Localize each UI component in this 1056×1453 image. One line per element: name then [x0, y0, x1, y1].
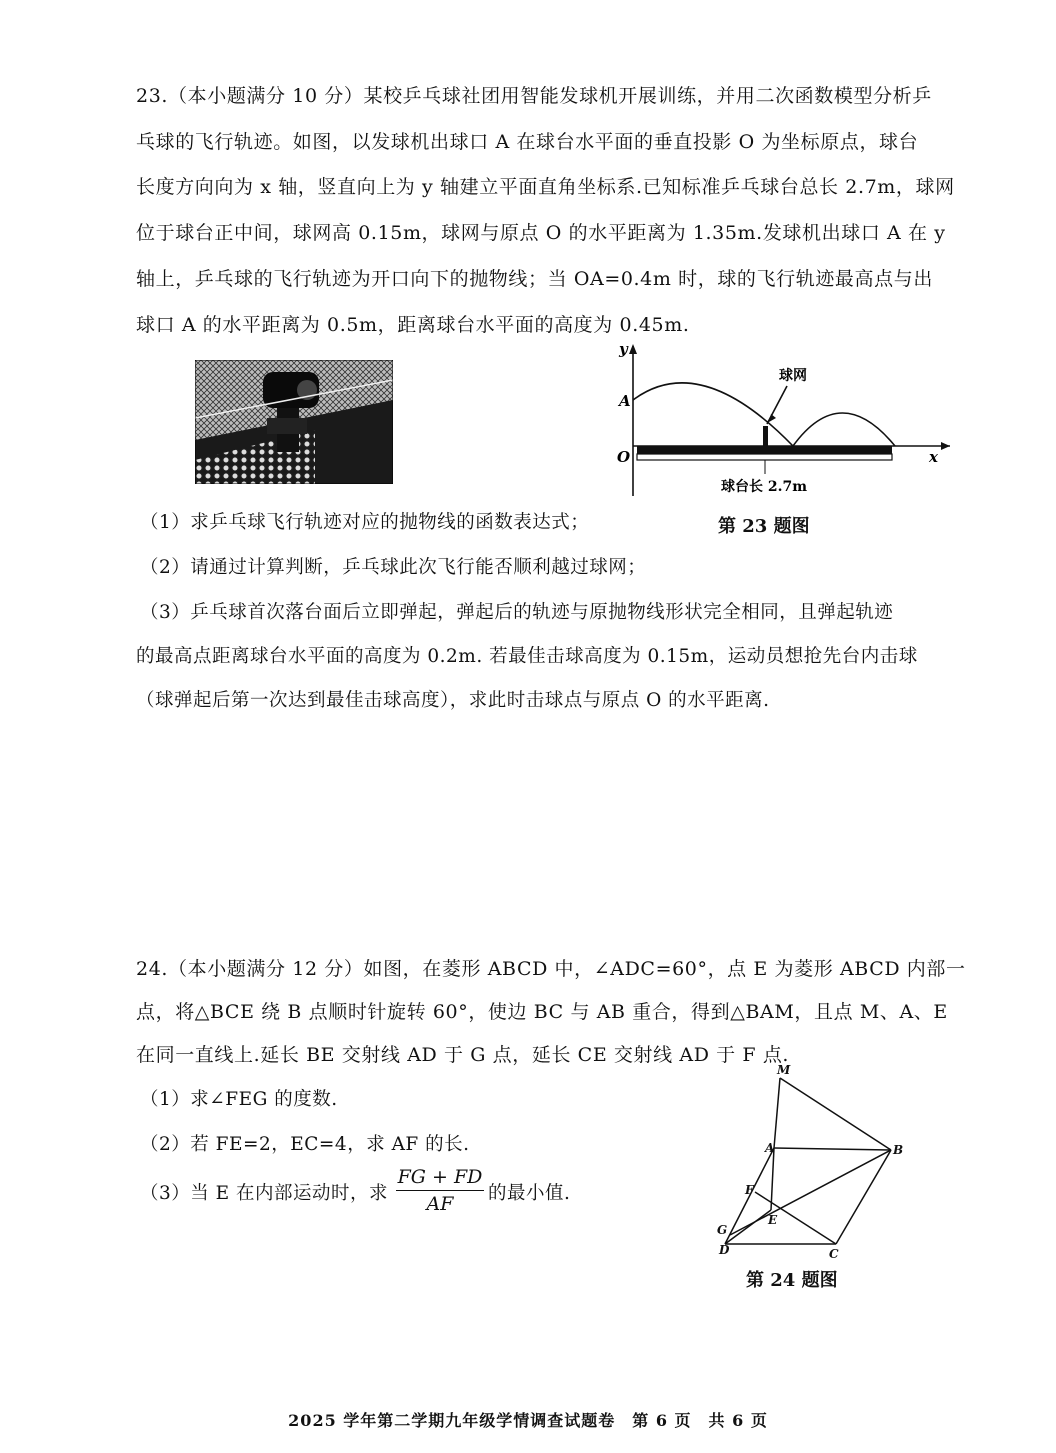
q24-sub3-prefix: （3）当 E 在内部运动时，求 — [140, 1183, 389, 1204]
segment-ae — [771, 1148, 774, 1210]
q23-sub3-line-3: （球弹起后第一次达到最佳击球高度），求此时击球点与原点 O 的水平距离. — [136, 690, 770, 711]
q24-line-3: 在同一直线上.延长 BE 交射线 AD 于 G 点，延长 CE 交射线 AD 于 F 点. — [136, 1044, 790, 1066]
q23-line-6: 球口 A 的水平距离为 0.5m，距离球台水平面的高度为 0.45m. — [136, 314, 690, 336]
table-top — [637, 446, 892, 454]
segment-mb — [780, 1078, 891, 1150]
label-b: B — [893, 1143, 904, 1157]
point-a-label: A — [619, 392, 631, 410]
parabola-trajectory — [633, 383, 793, 446]
figure-24-caption: 第 24 题图 — [746, 1270, 838, 1291]
segment-de — [725, 1210, 771, 1244]
segment-ab — [774, 1148, 891, 1150]
origin-label: O — [617, 448, 631, 466]
page-footer: 2025 学年第二学期九年级学情调查试题卷 第 6 页 共 6 页 — [288, 1411, 768, 1430]
y-axis-arrow — [629, 344, 637, 354]
q24-sub2: （2）若 FE=2，EC=4，求 AF 的长. — [140, 1134, 470, 1155]
q23-sub1: （1）求乒乓球飞行轨迹对应的抛物线的函数表达式； — [140, 512, 590, 533]
q24-line-2: 点，将△BCE 绕 B 点顺时针旋转 60°，使边 BC 与 AB 重合，得到△BAM，且点 M、A、E — [136, 1001, 948, 1023]
q24-sub1: （1）求∠FEG 的度数. — [140, 1089, 338, 1110]
label-m: M — [777, 1063, 791, 1077]
serving-machine-photo — [195, 360, 393, 484]
q23-sub3-line-2: 的最高点距离球台水平面的高度为 0.2m. 若最佳击球高度为 0.15m，运动员想抢先台内击球 — [136, 646, 918, 667]
table-body — [637, 454, 892, 460]
q23-line-2: 乓球的飞行轨迹。如图，以发球机出球口 A 在球台水平面的垂直投影 O 为坐标原点，球台 — [136, 131, 919, 153]
q23-sub3-line-1: （3）乒乓球首次落台面后立即弹起，弹起后的轨迹与原抛物线形状完全相同，且弹起轨迹 — [140, 602, 894, 623]
label-d: D — [719, 1243, 730, 1257]
label-g: G — [717, 1223, 728, 1237]
label-a: A — [765, 1141, 775, 1155]
label-e: E — [768, 1213, 778, 1227]
segment-ma — [774, 1078, 780, 1148]
label-f: F — [745, 1183, 754, 1197]
q23-line-4: 位于球台正中间，球网高 0.15m，球网与原点 O 的水平距离为 1.35m.发球机出球口 A 在 y — [136, 222, 946, 244]
fraction-denominator: AF — [426, 1193, 454, 1215]
q23-sub2: （2）请通过计算判断，乒乓球此次飞行能否顺利越过球网； — [140, 557, 647, 578]
net-label: 球网 — [779, 368, 807, 384]
table-length-label: 球台长 2.7m — [721, 479, 808, 495]
fraction-numerator: FG + FD — [396, 1166, 484, 1191]
net-post — [763, 426, 768, 446]
y-axis-label: y — [619, 340, 628, 358]
q24-line-1: 24.（本小题满分 12 分）如图，在菱形 ABCD 中，∠ADC=60°，点 E 为菱形 ABCD 内部一 — [136, 958, 966, 980]
q23-line-3: 长度方向向为 x 轴，竖直向上为 y 轴建立平面直角坐标系.已知标准乒乓球台总长 2.7m，球网 — [136, 176, 955, 198]
x-axis-arrow — [941, 442, 950, 450]
bounce-trajectory — [793, 413, 895, 446]
label-c: C — [829, 1247, 839, 1261]
q24-fraction — [396, 1166, 484, 1215]
q23-line-1: 23.（本小题满分 10 分）某校乒乓球社团用智能发球机开展训练，并用二次函数模型分析乒 — [136, 85, 932, 107]
figure-23-diagram — [605, 336, 965, 498]
q23-line-5: 轴上，乒乓球的飞行轨迹为开口向下的抛物线；当 OA=0.4m 时，球的飞行轨迹最高点与出 — [136, 268, 933, 290]
net-pointer-arrow — [769, 414, 776, 422]
x-axis-label: x — [929, 448, 938, 466]
q24-sub3-suffix: 的最小值. — [488, 1183, 571, 1204]
figure-23-caption: 第 23 题图 — [718, 516, 810, 537]
figure-24-diagram — [705, 1062, 920, 1262]
